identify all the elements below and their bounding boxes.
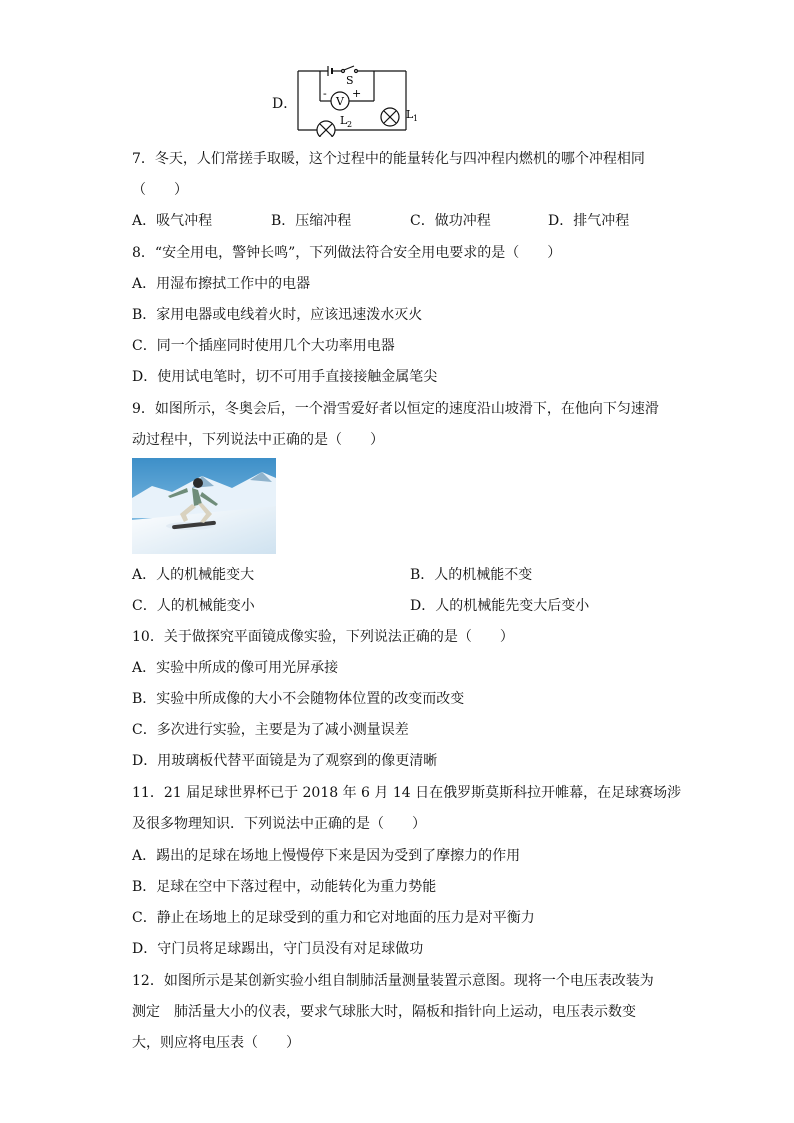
lamp2-subscript: 2 <box>347 120 353 129</box>
q8-option-a: A．用湿布擦拭工作中的电器 <box>132 276 311 292</box>
voltmeter-plus: + <box>352 87 362 100</box>
q11-option-b: B．足球在空中下落过程中，动能转化为重力势能 <box>132 879 437 895</box>
q10-option-c: C．多次进行实验，主要是为了减小测量误差 <box>132 722 409 738</box>
lamp2-label: L <box>340 114 348 127</box>
q10-option-d: D．用玻璃板代替平面镜是为了观察到的像更清晰 <box>132 753 438 769</box>
option-d-label: D． <box>272 96 298 112</box>
q7-stem: 7．冬天，人们常搓手取暖，这个过程中的能量转化与四冲程内燃机的哪个冲程相同 <box>132 151 645 167</box>
q7-option-a: A．吸气冲程 <box>132 213 213 229</box>
voltmeter-label: V <box>336 95 344 108</box>
q7-option-b: B．压缩冲程 <box>271 213 352 229</box>
q11-option-d: D．守门员将足球踢出，守门员没有对足球做功 <box>132 941 424 957</box>
snowboarder-photo <box>132 458 276 554</box>
q9-option-b: B．人的机械能不变 <box>410 567 533 583</box>
q7-option-c: C．做功冲程 <box>410 213 491 229</box>
q9-stem-line2: 动过程中，下列说法中正确的是（ ） <box>132 432 384 448</box>
q11-stem-line1: 11．21 届足球世界杯已于 2018 年 6 月 14 日在俄罗斯莫斯科拉开帷幕，在足球赛场涉 <box>132 785 682 801</box>
q10-option-a: A．实验中所成的像可用光屏承接 <box>132 660 339 676</box>
lamp1-label: L <box>406 108 414 121</box>
q7-blank: （ ） <box>132 182 188 198</box>
q10-stem: 10．关于做探究平面镜成像实验，下列说法正确的是（ ） <box>132 629 514 645</box>
q8-stem: 8．“安全用电，警钟长鸣”，下列做法符合安全用电要求的是（ ） <box>132 245 562 261</box>
q8-option-b: B．家用电器或电线着火时，应该迅速泼水灭火 <box>132 307 423 323</box>
q11-option-c: C．静止在场地上的足球受到的重力和它对地面的压力是对平衡力 <box>132 910 535 926</box>
q8-option-c: C．同一个插座同时使用几个大功率用电器 <box>132 338 395 354</box>
q9-option-d: D．人的机械能先变大后变小 <box>410 598 590 614</box>
q9-option-c: C．人的机械能变小 <box>132 598 255 614</box>
q12-stem-line3: 大，则应将电压表（ ） <box>132 1035 300 1051</box>
voltmeter-minus: - <box>323 87 327 100</box>
q12-stem-line1: 12．如图所示是某创新实验小组自制肺活量测量装置示意图。现将一个电压表改装为 <box>132 973 654 989</box>
q12-stem-line2: 测定 肺活量大小的仪表，要求气球胀大时，隔板和指针向上运动，电压表示数变 <box>132 1004 636 1020</box>
q7-option-d: D．排气冲程 <box>548 213 630 229</box>
q11-option-a: A．踢出的足球在场地上慢慢停下来是因为受到了摩擦力的作用 <box>132 848 521 864</box>
q11-stem-line2: 及很多物理知识．下列说法中正确的是（ ） <box>132 816 426 832</box>
circuit-diagram <box>270 62 440 137</box>
q10-option-b: B．实验中所成像的大小不会随物体位置的改变而改变 <box>132 691 465 707</box>
switch-label: S <box>346 74 354 87</box>
q9-stem-line1: 9．如图所示，冬奥会后，一个滑雪爱好者以恒定的速度沿山坡滑下，在他向下匀速滑 <box>132 401 659 417</box>
q8-option-d: D．使用试电笔时，切不可用手直接接触金属笔尖 <box>132 369 438 385</box>
q9-option-a: A．人的机械能变大 <box>132 567 255 583</box>
lamp1-subscript: 1 <box>413 114 419 123</box>
